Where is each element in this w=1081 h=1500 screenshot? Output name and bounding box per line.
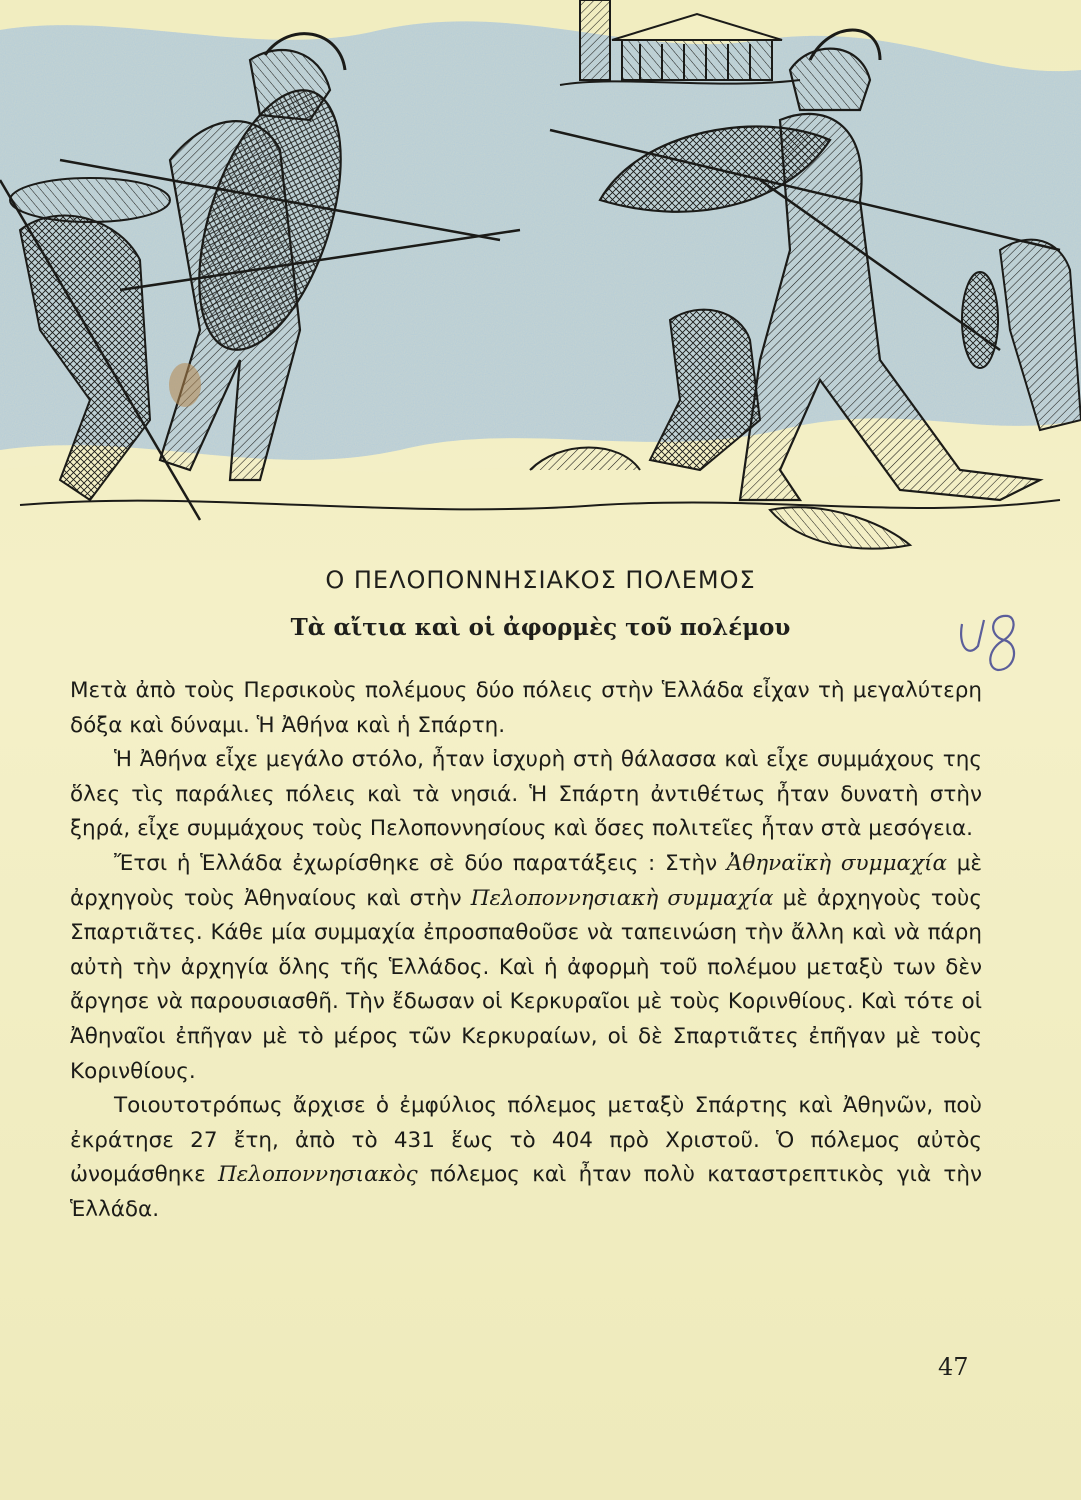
- battle-scene-illustration: [0, 0, 1081, 560]
- paragraph: [70, 847, 982, 1089]
- body-text: [70, 674, 982, 1228]
- text-run: μὲ ἀρχηγοὺς τοὺς Ἀθηναίους καὶ στὴν: [70, 850, 983, 911]
- paragraph: Ἡ Ἀθήνα εἶχε μεγάλο στόλο, ἦταν ἰσχυρὴ στὴ θάλασσα καὶ εἶχε συμμάχους της ὅλες τὶς παράλιες πόλεις καὶ τὰ νησιά. Ἡ Σπάρτη ἀντιθέτως ἦταν δυνατὴ στὴν ξηρά, εἶχε συμμάχους τοὺς Πελοποννησίους καὶ ὅσες πολιτεῖες ἦταν στὰ μεσόγεια.: [70, 747, 982, 842]
- page-title: Ο ΠΕΛΟΠΟΝΝΗΣΙΑΚΟΣ ΠΟΛΕΜΟΣ: [325, 566, 756, 594]
- text-run: μὲ ἀρχηγοὺς τοὺς Σπαρτιᾶτες. Κάθε μία συμμαχία ἐπροσπαθοῦσε νὰ ταπεινώση τὴν ἄλλη καὶ νὰ πάρη αὐτὴ τὴν ἀρχηγία ὅλης τῆς Ἑλλάδος. Καὶ ἡ ἀφορμὴ τοῦ πολέμου μεταξὺ των δὲν ἄργησε νὰ παρουσιασθῆ. Τὴν ἔδωσαν οἱ Κερκυραῖοι μὲ τοὺς Κορινθίους. Καὶ τότε οἱ Ἀθηναῖοι ἐπῆγαν μὲ τὸ μέρος τῶν Κερκυραίων, οἱ δὲ Σπαρτιᾶτες ἐπῆγαν μὲ τοὺς Κορινθίους.: [70, 885, 982, 1084]
- text-run: πόλεμος καὶ ἦταν πολὺ καταστρεπτικὸς γιὰ τὴν Ἑλλάδα.: [70, 1162, 982, 1222]
- page-number: 47: [938, 1353, 969, 1381]
- paragraph: [70, 1089, 982, 1227]
- italic-term: Πελοποννησιακὸς: [218, 1162, 418, 1188]
- italic-term: Πελοποννησιακὴ συμμαχία: [470, 885, 774, 911]
- section-subtitle: Τὰ αἴτια καὶ οἱ ἀφορμὲς τοῦ πολέμου: [290, 614, 791, 641]
- text-run: Ἔτσι ἡ Ἑλλάδα ἐχωρίσθηκε σὲ δύο παρατάξεις : Στὴν: [114, 850, 727, 876]
- paragraph: Μετὰ ἀπὸ τοὺς Περσικοὺς πολέμους δύο πόλεις στὴν Ἑλλάδα εἶχαν τὴ μεγαλύτερη δόξα καὶ δύναμι. Ἡ Ἀθήνα καὶ ἡ Σπάρτη.: [70, 678, 982, 738]
- text-run: Τοιουτοτρόπως ἄρχισε ὁ ἐμφύλιος πόλεμος μεταξὺ Σπάρτης καὶ Ἀθηνῶν, ποὺ ἐκράτησε 27 ἔτη, ἀπὸ τὸ 431 ἕως τὸ 404 πρὸ Χριστοῦ. Ὁ πόλεμος αὐτὸς ὠνομάσθηκε: [70, 1093, 982, 1188]
- italic-term: Ἀθηναϊκὴ συμμαχία: [726, 850, 948, 876]
